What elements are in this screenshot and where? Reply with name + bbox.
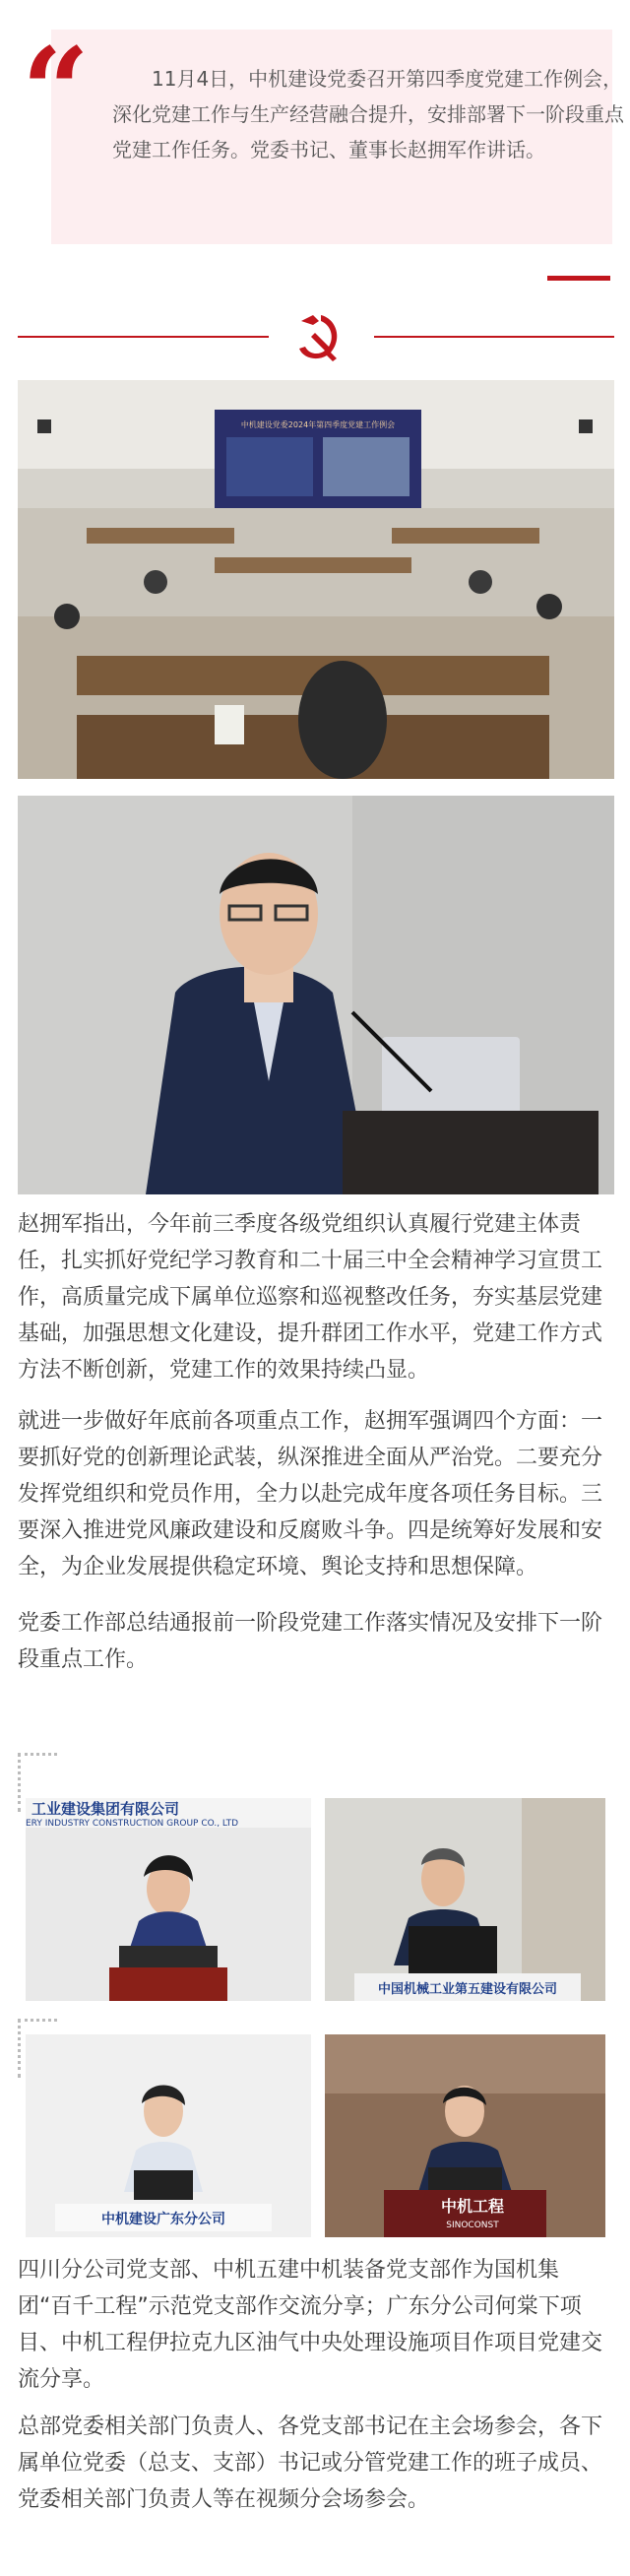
sign-text: 中国机械工业第五建设有限公司 bbox=[377, 1982, 558, 1997]
frame-dots bbox=[18, 2019, 24, 2078]
divider-right bbox=[374, 336, 614, 338]
sign-text-en: ERY INDUSTRY CONSTRUCTION GROUP CO., LTD bbox=[26, 1819, 239, 1829]
divider-left bbox=[18, 336, 269, 338]
speaker-photo bbox=[18, 796, 614, 1194]
party-emblem-icon bbox=[291, 309, 346, 364]
branch-photo-2 bbox=[325, 1798, 605, 2001]
paragraph-2: 就进一步做好年底前各项重点工作，赵拥军强调四个方面：一要抓好党的创新理论武装，纵深推进全面从严治党。二要充分发挥党组织和党员作用，全力以赴完成年度各项任务目标。三要深入推进党风廉政建设和反腐败斗争。四是统筹好发展和安全，为企业发展提供稳定环境、舆论支持和思想保障。 bbox=[18, 1409, 603, 1579]
branch-photo-4 bbox=[325, 2034, 605, 2237]
paragraph-5: 总部党委相关部门负责人、各党支部书记在主会场参会，各下属单位党委（总支、支部）书记或分管党建工作的班子成员、党委相关部门负责人等在视频分会场参会。 bbox=[18, 2415, 603, 2512]
branch-photo-1 bbox=[26, 1798, 311, 2001]
banner-text: 中机建设党委2024年第四季度党建工作例会 bbox=[240, 420, 396, 429]
branch-photo-3 bbox=[26, 2034, 311, 2237]
frame-dots bbox=[18, 1753, 24, 1812]
paragraph-1: 赵拥军指出，今年前三季度各级党组织认真履行党建主体责任，扎实抓好党纪学习教育和二十届三中全会精神学习宣贯工作，高质量完成下属单位巡察和巡视整改任务，夯实基层党建基础，加强思想文化建设，提升群团工作水平，党建工作方式方法不断创新，党建工作的效果持续凸显。 bbox=[18, 1212, 603, 1383]
lead-text: 11月4日，中机建设党委召开第四季度党建工作例会，深化党建工作与生产经营融合提升，安排部署下一阶段重点党建工作任务。党委书记、董事长赵拥军作讲话。 bbox=[112, 67, 624, 161]
frame-dots bbox=[18, 2019, 57, 2025]
paragraph-3: 党委工作部总结通报前一阶段党建工作落实情况及安排下一阶段重点工作。 bbox=[18, 1611, 603, 1672]
meeting-room-photo bbox=[18, 380, 614, 779]
lead-box bbox=[51, 30, 624, 244]
accent-bar bbox=[547, 276, 610, 281]
sign-text-en: SINOCONST bbox=[446, 2221, 499, 2230]
quote-mark-icon: “ bbox=[22, 22, 75, 161]
frame-dots bbox=[18, 1753, 57, 1759]
paragraph-4: 四川分公司党支部、中机五建中机装备党支部作为国机集团“百千工程”示范党支部作交流分享；广东分公司何棠下项目、中机工程伊拉克九区油气中央处理设施项目作项目党建交流分享。 bbox=[18, 2258, 603, 2392]
sign-text: 中机建设广东分公司 bbox=[101, 2212, 225, 2227]
sign-text: 中机工程 bbox=[440, 2197, 505, 2216]
sign-text: 工业建设集团有限公司 bbox=[32, 1800, 180, 1818]
